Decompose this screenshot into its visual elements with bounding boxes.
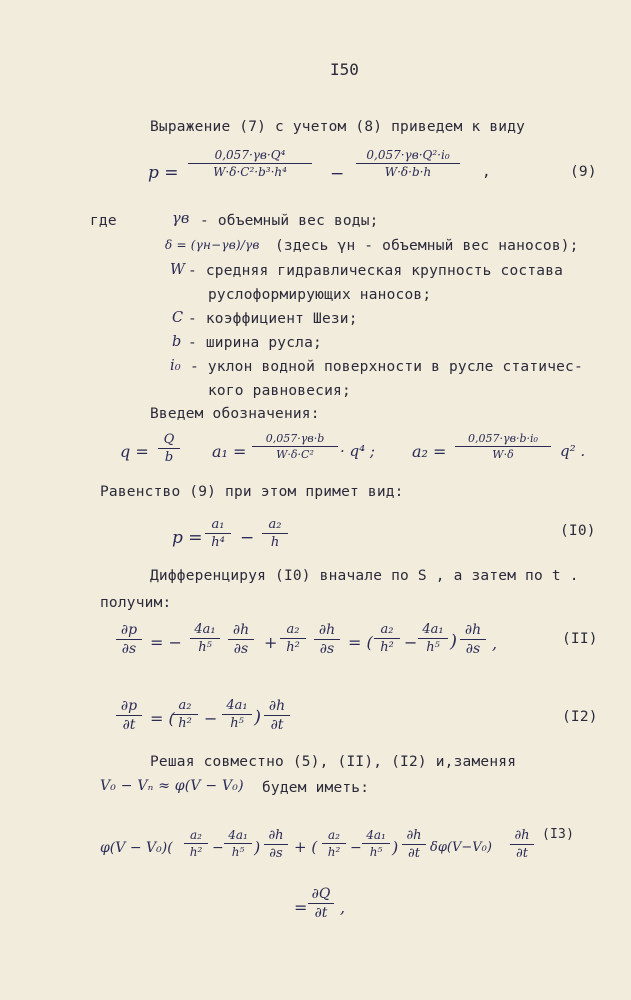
page-number: I50 (330, 60, 359, 79)
diff-line-1: Дифференцируя (I0) вначале по S , а затем по t . (150, 568, 579, 584)
eq11-f3-den: h² (380, 640, 394, 655)
eq11-lhs (116, 622, 142, 657)
q-num: Q (158, 432, 180, 449)
where-sym-6: i₀ (170, 358, 181, 374)
eq11-f2-num: a₂ (280, 622, 306, 639)
eq13-f2 (224, 828, 252, 859)
eq9-frac2 (356, 148, 460, 179)
where-sym-1: δ = (γн−γв)/γв (165, 238, 260, 252)
eq11-minus: − (404, 633, 418, 652)
diff-line-2: получим: (100, 595, 172, 611)
eq13-plus: + ( (294, 838, 318, 856)
eq11-eq2: = ( (348, 633, 373, 652)
q-frac (158, 432, 180, 465)
eq9-comma: , (482, 164, 491, 180)
eq9-lhs: p = (148, 163, 179, 183)
a1-lhs: a₁ = (212, 442, 247, 461)
eq12-eq: = ( (150, 709, 175, 728)
notation-intro: Введем обозначения: (150, 406, 320, 422)
eq13-f1-num: a₂ (184, 828, 208, 844)
eq12-lhs (116, 698, 142, 733)
eq11-f1-den: h⁵ (198, 640, 212, 655)
eq13-f3-num: a₂ (322, 828, 346, 844)
where-text-4: - коэффициент Шези; (188, 311, 358, 327)
eq10-lhs: p = (172, 528, 203, 548)
where-text-5: - ширина русла; (188, 335, 322, 351)
intro-line: Выражение (7) с учетом (8) приведем к виду (150, 119, 526, 135)
eq13-d4-den: ∂t (314, 905, 328, 921)
eq10-f2-den: h (270, 535, 280, 550)
eq13-d2 (402, 828, 426, 861)
eq9-frac1 (188, 148, 312, 179)
a2-tail: q² . (560, 442, 586, 460)
eq12-f2-num: 4a₁ (222, 698, 252, 715)
eq12-f1-num: a₂ (172, 698, 198, 715)
eq12-f1-den: h² (178, 716, 192, 731)
eq13-d1-num: ∂h (264, 828, 288, 845)
a2-den: W·δ (492, 448, 514, 461)
eq11-f3-num: a₂ (374, 622, 400, 639)
eq10-f1-num: a₁ (205, 517, 231, 534)
eq12-f2 (222, 698, 252, 731)
eq13-minus: − (212, 840, 224, 856)
eq13-close2: ) (392, 838, 399, 857)
eq11-f1-num: 4a₁ (190, 622, 220, 639)
eq10-frac1 (205, 517, 231, 550)
where-sym-4: C (172, 310, 184, 326)
a2-lhs: a₂ = (412, 442, 447, 461)
eq13-f1 (184, 828, 208, 859)
eq13-f4-num: 4a₁ (362, 828, 390, 844)
eq9-minus: − (330, 164, 345, 184)
eq13-f3 (322, 828, 346, 859)
eq11-f4 (418, 622, 448, 655)
eq11-d2 (314, 622, 340, 657)
a1-num: 0,057·γв·b (252, 432, 338, 447)
eq11-lhs-den: ∂s (121, 641, 137, 657)
eq11-f1 (190, 622, 220, 655)
eq13-d4 (308, 886, 334, 921)
eq9-frac1-den: W·δ·C²·b³·h⁴ (213, 165, 287, 179)
solve-line-2-text: будем иметь: (262, 780, 370, 796)
where-text-7: кого равновесия; (208, 383, 351, 399)
eq11-lhs-num: ∂p (116, 622, 142, 640)
eq11-f3 (374, 622, 400, 655)
eq13-d1-den: ∂s (269, 846, 283, 861)
eq9-frac1-num: 0,057·γв·Q⁴ (188, 148, 312, 164)
eq11-f2 (280, 622, 306, 655)
a2-num: 0,057·γв·b·i₀ (455, 432, 551, 447)
where-text-0: - объемный вес воды; (200, 213, 379, 229)
eq10-intro: Равенство (9) при этом примет вид: (100, 484, 404, 500)
a2-frac (455, 432, 551, 461)
where-sym-2: W (170, 262, 186, 278)
where-text-3: руслоформирующих наносов; (208, 287, 432, 303)
eq13-d1 (264, 828, 288, 861)
eq11-d3 (460, 622, 486, 657)
eq10-f1-den: h⁴ (211, 535, 225, 550)
a1-frac (252, 432, 338, 461)
eq13-d3-den: ∂t (516, 846, 528, 861)
eq13-close: ) (254, 838, 261, 857)
eq11-close: ) (450, 631, 458, 652)
eq11-d1-num: ∂h (228, 622, 254, 640)
eq12-label: (I2) (562, 709, 598, 725)
q-lhs: q = (120, 442, 149, 461)
solve-line-2-math: V₀ − Vₙ ≈ φ(V − V₀) (100, 778, 244, 794)
a1-tail: · q⁴ ; (340, 442, 375, 460)
eq9-label: (9) (570, 164, 597, 180)
a1-den: W·δ·C² (276, 448, 314, 461)
eq11-eq: = − (150, 633, 182, 652)
eq12-close: ) (254, 707, 262, 728)
where-text-2: - средняя гидравлическая крупность состава (188, 263, 564, 279)
eq10-minus: − (240, 528, 255, 548)
eq13-f4-den: h⁵ (369, 845, 383, 859)
q-den: b (164, 450, 174, 465)
eq13-f2-den: h⁵ (231, 845, 245, 859)
eq11-d3-den: ∂s (465, 641, 481, 657)
eq13-d2-num: ∂h (402, 828, 426, 845)
eq13-line2-comma: , (340, 898, 346, 917)
eq13-line2-eq: = (294, 898, 308, 917)
eq10-label: (I0) (560, 523, 596, 539)
eq11-comma: , (492, 634, 498, 653)
eq11-f4-den: h⁵ (426, 640, 440, 655)
eq13-d2-den: ∂t (408, 846, 420, 861)
eq11-d1-den: ∂s (233, 641, 249, 657)
eq13-d3 (510, 828, 534, 861)
eq11-d2-num: ∂h (314, 622, 340, 640)
eq12-lhs-den: ∂t (122, 717, 136, 733)
eq10-f2-num: a₂ (262, 517, 288, 534)
eq12-f2-den: h⁵ (230, 716, 244, 731)
eq13-label: (I3) (542, 827, 575, 842)
eq11-d3-num: ∂h (460, 622, 486, 640)
eq13-prefix: φ(V − V₀)( (100, 840, 173, 856)
where-text-6: - уклон водной поверхности в русле статичес- (190, 359, 583, 375)
eq13-d4-num: ∂Q (308, 886, 334, 904)
where-sym-0: γв (172, 211, 190, 227)
eq11-plus: + (264, 633, 278, 652)
eq11-d1 (228, 622, 254, 657)
eq13-f3-den: h² (327, 845, 341, 859)
eq11-label: (II) (562, 631, 598, 647)
eq10-frac2 (262, 517, 288, 550)
eq13-minus2: − (350, 840, 362, 856)
where-word: где (90, 213, 117, 229)
eq12-d (264, 698, 290, 733)
eq12-minus: − (204, 709, 218, 728)
solve-line-1: Решая совместно (5), (II), (I2) и,заменяя (150, 754, 517, 770)
eq13-tail: δφ(V−V₀) (430, 840, 492, 855)
eq11-f2-den: h² (286, 640, 300, 655)
eq11-f4-num: 4a₁ (418, 622, 448, 639)
eq13-f4 (362, 828, 390, 859)
eq12-d-den: ∂t (270, 717, 284, 733)
where-sym-5: b (172, 334, 182, 350)
eq11-d2-den: ∂s (319, 641, 335, 657)
eq12-lhs-num: ∂p (116, 698, 142, 716)
eq13-d3-num: ∂h (510, 828, 534, 845)
eq12-d-num: ∂h (264, 698, 290, 716)
eq9-frac2-den: W·δ·b·h (384, 165, 432, 179)
eq13-f1-den: h² (189, 845, 203, 859)
eq9-frac2-num: 0,057·γв·Q²·i₀ (356, 148, 460, 164)
where-text-1: (здесь γн - объемный вес наносов); (275, 238, 579, 254)
eq12-f1 (172, 698, 198, 731)
eq13-f2-num: 4a₁ (224, 828, 252, 844)
